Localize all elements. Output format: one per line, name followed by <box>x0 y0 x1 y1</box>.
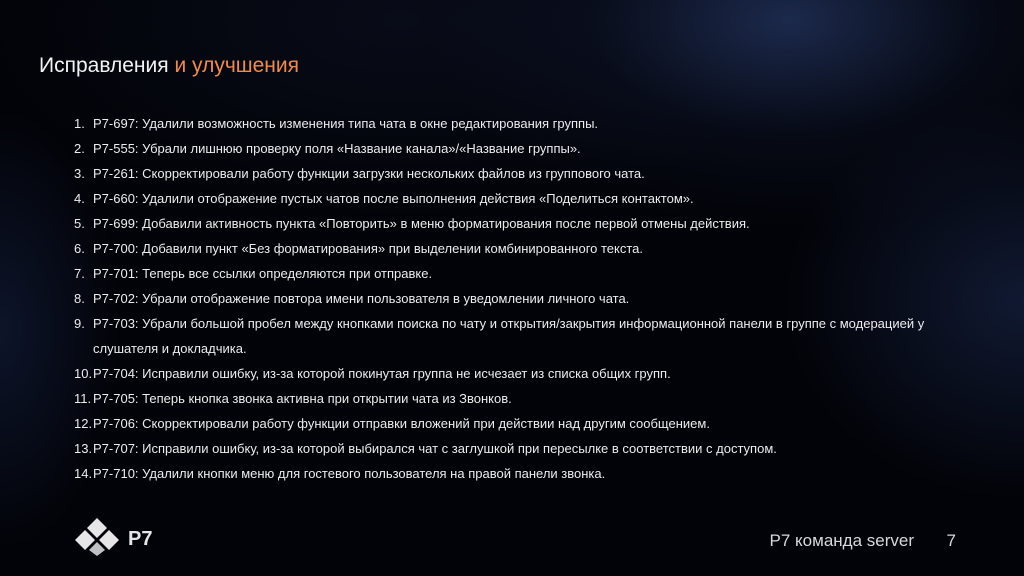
item-text: P7-699: Добавили активность пункта «Повторить» в меню форматирования после первой отмены действия. <box>93 216 750 231</box>
item-text: P7-555: Убрали лишнюю проверку поля «Название канала»/«Название группы». <box>93 141 581 156</box>
footer-team-label: Р7 команда server <box>769 531 914 550</box>
item-number: 11. <box>74 391 92 406</box>
changelog-list <box>74 111 954 486</box>
list-item <box>74 161 954 186</box>
list-item <box>74 261 954 286</box>
logo-text: P7 <box>128 528 153 550</box>
page-number: 7 <box>946 531 956 550</box>
list-item <box>74 311 954 361</box>
p7-logo <box>73 516 163 556</box>
item-number: 6. <box>74 241 85 256</box>
item-text: P7-706: Скорректировали работу функции отправки вложений при действии над другим сообщением. <box>93 416 710 431</box>
list-item <box>74 211 954 236</box>
item-number: 7. <box>74 266 85 281</box>
item-text: P7-705: Теперь кнопка звонка активна при открытии чата из Звонков. <box>93 391 512 406</box>
list-item <box>74 386 954 411</box>
list-item <box>74 411 954 436</box>
item-text: P7-702: Убрали отображение повтора имени пользователя в уведомлении личного чата. <box>93 291 630 306</box>
item-number: 2. <box>74 141 85 156</box>
slide-title-prefix: Исправления <box>39 54 175 77</box>
item-text: P7-710: Удалили кнопки меню для гостевого пользователя на правой панели звонка. <box>93 466 606 481</box>
list-item <box>74 236 954 261</box>
item-number: 8. <box>74 291 85 306</box>
list-item <box>74 186 954 211</box>
item-text: P7-701: Теперь все ссылки определяются при отправке. <box>93 266 433 281</box>
item-text: P7-697: Удалили возможность изменения типа чата в окне редактирования группы. <box>93 116 599 131</box>
list-item <box>74 111 954 136</box>
list-item <box>74 361 954 386</box>
slide-title <box>39 54 299 78</box>
list-item <box>74 436 954 461</box>
item-text: P7-700: Добавили пункт «Без форматирования» при выделении комбинированного текста. <box>93 241 644 256</box>
list-item <box>74 286 954 311</box>
item-number: 3. <box>74 166 85 181</box>
item-text: P7-707: Исправили ошибку, из-за которой выбирался чат с заглушкой при пересылке в соответствии с доступом. <box>93 441 777 456</box>
item-number: 10. <box>74 366 93 381</box>
p7-logo-icon <box>73 516 163 556</box>
item-text: P7-704: Исправили ошибку, из-за которой покинутая группа не исчезает из списка общих групп. <box>93 366 671 381</box>
item-text: P7-660: Удалили отображение пустых чатов после выполнения действия «Поделиться контактом». <box>93 191 694 206</box>
item-number: 13. <box>74 441 93 456</box>
item-number: 9. <box>74 316 85 331</box>
item-text: P7-261: Скорректировали работу функции загрузки нескольких файлов из группового чата. <box>93 166 645 181</box>
item-number: 4. <box>74 191 85 206</box>
list-item <box>74 461 954 486</box>
item-number: 1. <box>74 116 85 131</box>
item-text: P7-703: Убрали большой пробел между кнопками поиска по чату и открытия/закрытия информационной панели в группе с модерацией у слушателя и докладчика. <box>93 316 925 356</box>
item-number: 14. <box>74 466 93 481</box>
list-item <box>74 136 954 161</box>
item-number: 5. <box>74 216 85 231</box>
slide-title-accent: и улучшения <box>174 54 299 77</box>
item-number: 12. <box>74 416 93 431</box>
